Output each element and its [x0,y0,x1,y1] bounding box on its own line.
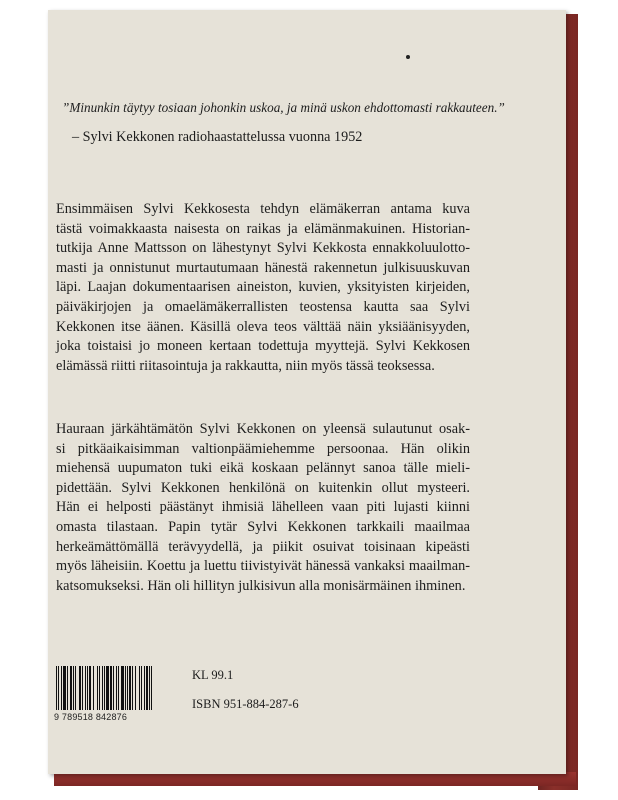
dust-speck [406,55,410,59]
text-line: herkeämättömällä terävyydellä, ja piikit osuivat toisinaan kipeästi [56,538,470,555]
text-line: pidettään. Sylvi Kekkonen henkilönä on kuitenkin ollut mysteeri. [56,479,470,496]
text-line: masti ja onnistunut murtautumaan hänestä rakennetun julkisuuskuvan [56,259,470,276]
barcode [54,666,174,710]
text-line: katsomukseksi. Hän oli hillityn julkisivun alla monisärmäinen ihminen. [56,577,466,594]
text-line: myös läheisiin. Koettu ja luettu tiivistyivät hänessä vankaksi maailman- [56,558,470,575]
epigraph-attribution: – Sylvi Kekkonen radiohaastattelussa vuonna 1952 [72,129,363,145]
text-line: Hauraan järkähtämätön Sylvi Kekkonen on yleensä sulautunut osak- [56,421,470,437]
text-line: elämässä riitti riitasointuja ja rakkautta, niin myös tässä teoksessa. [56,357,435,374]
text-line: Kekkonen itse äänen. Käsillä oleva teos välttää näin yksiäänisyyden, [56,318,470,335]
text-line: si pitkäaikaisimman valtionpäämiehemme persoonaa. Hän olikin [56,440,470,457]
epigraph-quote: ”Minunkin täytyy tosiaan johonkin uskoa, ja minä uskon ehdottomasti rakkauteen.” [62,100,505,115]
text-line: joka toistaisi jo moneen kertaan todettuja myyttejä. Sylvi Kekkosen [56,338,470,355]
text-line: Ensimmäisen Sylvi Kekkosesta tehdyn elämäkerran antama kuva [56,201,470,217]
book-edge [54,772,576,786]
text-line: tutkija Anne Mattsson on lähestynyt Sylvi Kekkosta ennakkoluulotto- [56,240,470,257]
text-line: miehensä uupumaton tuki eikä koskaan pelännyt sanoa tälle mieli- [56,460,470,477]
isbn: ISBN 951-884-287-6 [192,697,299,711]
text-line: päiväkirjojen ja omaelämäkerrallisten teostensa kautta saa Sylvi [56,298,470,315]
catalog-class: KL 99.1 [192,668,234,682]
blurb-paragraph-2 [56,420,470,596]
back-cover [48,10,566,774]
text-line: omasta tilastaan. Papin tytär Sylvi Kekkonen tarkkaili maailmaa [56,518,470,535]
text-line: Hän ei helposti päästänyt ihmisiä lähelleen vaan piti lujasti kiinni [56,499,470,516]
text-line: läpi. Laajan dokumentaarisen aineiston, kuvien, yksityisten kirjeiden, [56,279,470,296]
text-line: tästä voimakkaasta naisesta on raikas ja elämänmakuinen. Historian- [56,220,470,237]
barcode-number: 9 789518 842876 [54,712,128,722]
blurb-paragraph-1 [56,200,470,376]
